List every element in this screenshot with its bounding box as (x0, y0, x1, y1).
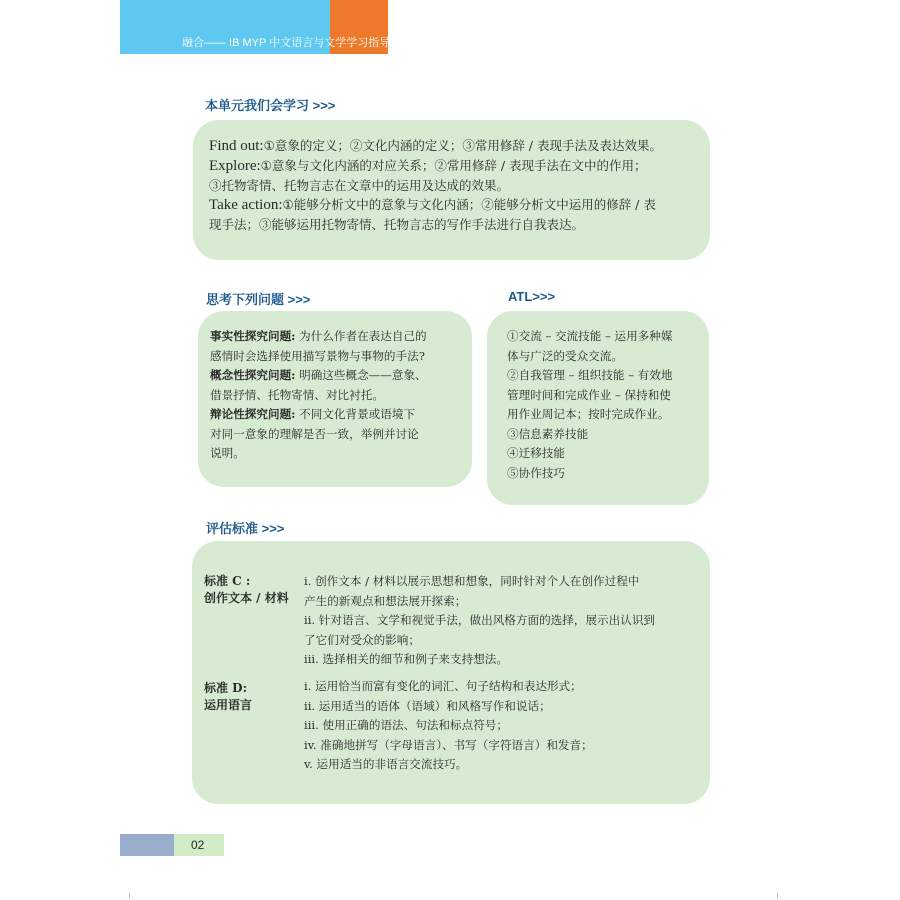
atl-line: 管理时间和完成作业 – 保持和使 (507, 387, 671, 402)
think-line (210, 386, 460, 406)
criterion-item: iv. 准确地拼写（字母语言）、书写（字符语言）和发音； (304, 737, 593, 752)
question-label: 辩论性探究问题: (210, 407, 296, 421)
atl-line: 用作业周记本；按时完成作业。 (507, 407, 670, 421)
think-heading: 思考下列问题 >>> (206, 292, 311, 307)
learn-line (209, 215, 694, 234)
question-text: 明确这些概念——意象、 (295, 368, 427, 382)
atl-heading: ATL>>> (508, 289, 556, 304)
criterion-c-title: 创作文本 / 材料 (204, 591, 289, 605)
criterion-item: iii. 选择相关的细节和例子来支持想法。 (304, 652, 508, 666)
question-text: 感情时会选择使用描写景物与事物的手法? (210, 348, 425, 363)
criterion-item: ii. 运用适当的语体（语域）和风格写作和说话； (304, 698, 551, 713)
crop-mark (777, 893, 778, 898)
criterion-item: 产生的新观点和想法展开探索； (304, 593, 467, 608)
question-text: 说明。 (210, 446, 245, 460)
learn-line (209, 136, 694, 156)
criterion-item: iii. 使用正确的语法、句法和标点符号； (304, 718, 508, 732)
assess-heading: 评估标准 >>> (206, 521, 285, 536)
atl-line: ⑤协作技巧 (507, 465, 565, 480)
criterion-item: v. 运用适当的非语言交流技巧。 (304, 757, 468, 771)
criterion-d-items (304, 677, 593, 775)
learn-box (193, 120, 710, 260)
learn-line (209, 195, 694, 215)
criterion-item: i. 创作文本 / 材料以展示思想和想象，同时针对个人在创作过程中 (304, 574, 640, 588)
learn-text: ③托物寄情、托物言志在文章中的运用及达成的效果。 (209, 178, 510, 193)
think-line (210, 347, 460, 367)
criterion-c-items (304, 572, 655, 670)
think-line (210, 327, 460, 347)
question-label: 概念性探究问题: (210, 368, 296, 382)
header-title: 融合—— IB MYP 中文语言与文学学习指导 (182, 37, 391, 49)
crop-mark (129, 893, 130, 898)
criterion-c-code: 标准 C : (204, 574, 251, 588)
learn-text: ①意象与文化内涵的对应关系；②常用修辞 / 表现手法在文中的作用； (260, 158, 647, 173)
atl-box (487, 311, 709, 505)
criterion-item: i. 运用恰当而富有变化的词汇、句子结构和表达形式； (304, 679, 582, 693)
question-text: 不同文化背景或语境下 (295, 407, 416, 421)
atl-line: ③信息素养技能 (507, 426, 589, 441)
atl-line: ②自我管理 – 组织技能 – 有效地 (507, 368, 673, 382)
learn-heading: 本单元我们会学习 >>> (205, 98, 336, 113)
learn-text: ①能够分析文中的意象与文化内涵；②能够分析文中运用的修辞 / 表 (282, 197, 656, 212)
learn-label: Find out: (209, 138, 264, 154)
question-label: 事实性探究问题: (210, 329, 296, 343)
learn-text: ①意象的定义；②文化内涵的定义；③常用修辞 / 表现手法及表达效果。 (263, 138, 662, 153)
learn-text: 现手法；③能够运用托物寄情、托物言志的写作手法进行自我表达。 (209, 217, 585, 232)
question-text: 对同一意象的理解是否一致，举例并讨论 (210, 426, 419, 441)
think-line (210, 444, 460, 464)
criterion-d-label (204, 680, 252, 714)
atl-line: ④迁移技能 (507, 446, 565, 460)
think-box (198, 311, 472, 487)
atl-line: ①交流 – 交流技能 – 运用多种媒 (507, 329, 673, 343)
footer-bar-left (120, 834, 174, 856)
think-line (210, 405, 460, 425)
criterion-d-code: 标准 D: (204, 681, 248, 695)
think-line (210, 425, 460, 445)
criterion-d-title: 运用语言 (204, 698, 253, 712)
criterion-item: ii. 针对语言、文学和视觉手法，做出风格方面的选择，展示出认识到 (304, 613, 656, 627)
learn-line (209, 176, 694, 195)
learn-label: Explore: (209, 158, 261, 174)
criterion-c-label (204, 573, 289, 607)
page-number: 02 (191, 838, 205, 852)
learn-label: Take action: (209, 197, 283, 213)
criterion-item: 了它们对受众的影响； (304, 632, 420, 647)
atl-line: 体与广泛的受众交流。 (507, 348, 623, 363)
question-text: 为什么作者在表达自己的 (295, 329, 427, 343)
think-line (210, 366, 460, 386)
question-text: 借景抒情、托物寄情、对比衬托。 (210, 387, 384, 402)
learn-line (209, 156, 694, 176)
assess-box (192, 541, 710, 804)
